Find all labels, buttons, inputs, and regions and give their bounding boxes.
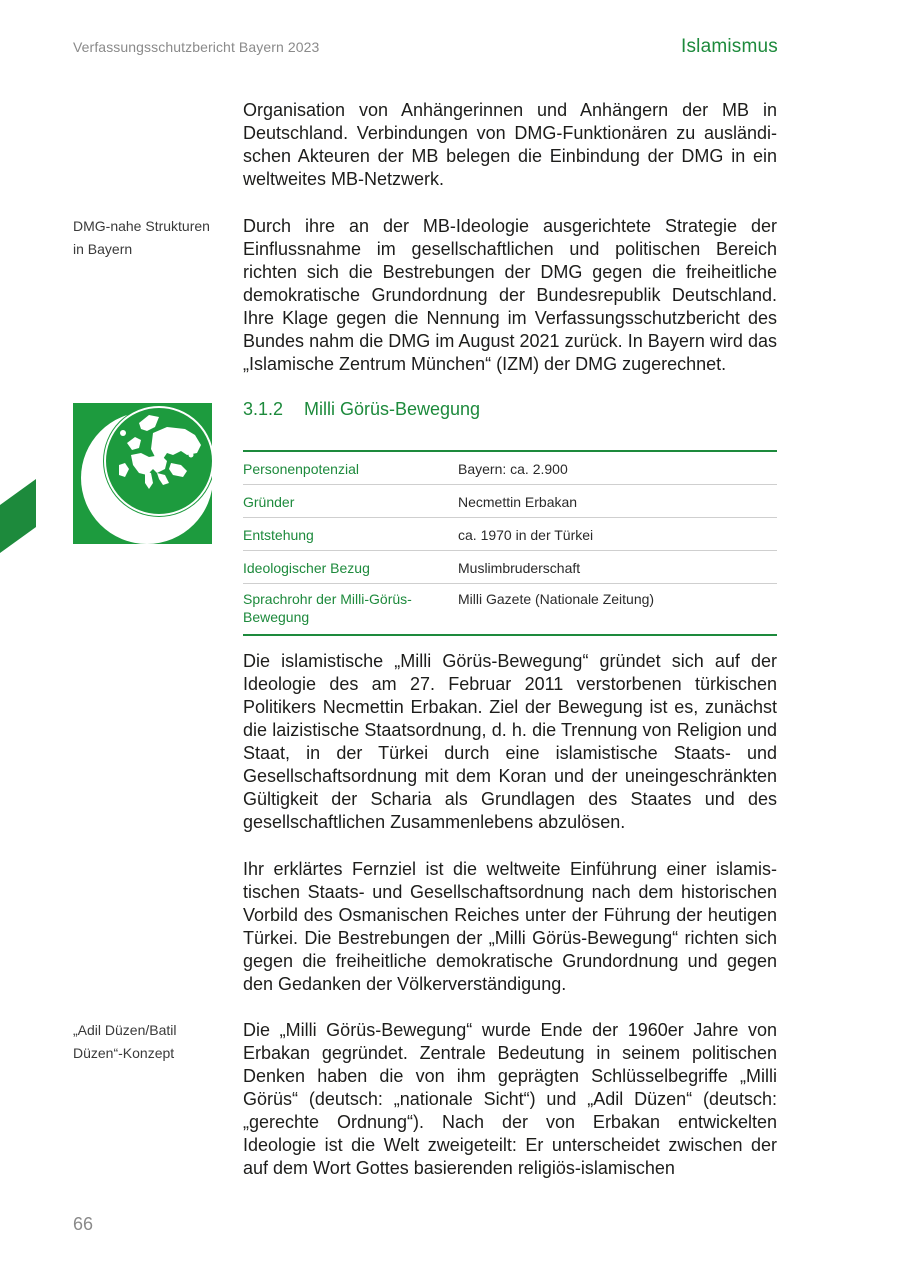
facts-row <box>243 518 777 551</box>
paragraph-founding: Die „Milli Görüs-Bewegung“ wurde Ende der 1960er Jahre von Erbakan gegründet. Zentrale Bedeutung in seinem politischen Denken haben die von ihm geprägten Schlüsselbegriffe „Milli Görüs“ (deutsch: „nationale Sicht“) und „Adil Düzen“ (deutsch: „gerechte Ordnung“). Nach der von Erbakan entwickelten Ideologie ist die Welt zweigeteilt: Er unterscheidet zwischen der auf dem Wort Gottes basierenden religiös-islamischen <box>243 1020 777 1178</box>
facts-key: Entstehung <box>243 527 314 543</box>
facts-row <box>243 452 777 485</box>
paragraph-dmg-strategy: Durch ihre an der MB-Ideologie ausgerichtete Strategie der Einflussnahme im gesellschaftlichen und politischen Bereich richten sich die Bestrebungen der DMG gegen die freiheitliche demokratische Grundordnung der Bundesrepublik Deutschland. Ihre Klage gegen die Nennung im Verfassungsschutzbericht des Bundes nahm die DMG im August 2021 zurück. In Bayern wird das „Islamische Zentrum München“ (IZM) der DMG zugerechnet. <box>243 216 777 374</box>
facts-key: Ideologischer Bezug <box>243 560 370 576</box>
running-header-publication: Verfassungsschutzbericht Bayern 2023 <box>73 39 320 55</box>
facts-value: Bayern: ca. 2.900 <box>458 461 568 477</box>
margin-note-adil-duezen: „Adil Düzen/Batil Düzen“-Konzept <box>73 1022 177 1061</box>
facts-row <box>243 551 777 584</box>
facts-value: Necmettin Erbakan <box>458 494 578 510</box>
facts-row <box>243 485 777 518</box>
section-number: 3.1.2 <box>243 399 284 419</box>
facts-key: Sprachrohr der Milli-Görüs-Bewegung <box>243 591 412 625</box>
facts-table <box>243 450 777 636</box>
facts-value: Muslimbruderschaft <box>458 560 581 576</box>
paragraph-long-term-goal: Ihr erklärtes Fernziel ist die weltweite Einführung einer islamistischen Staats- und Gesellschaftsordnung nach dem historischen Vorbild des Osmanischen Reiches unter der Führung der heutigen Türkei. Die Bestrebungen der „Milli Görüs-Bewegung“ richten sich gegen die freiheitliche demokratische Grundordnung und gegen den Gedanken der Völkerverständigung. <box>243 859 777 994</box>
milli-goerues-logo-icon <box>73 403 212 544</box>
facts-key: Gründer <box>243 494 295 510</box>
paragraph-milli-goerues-ideology: Die islamistische „Milli Görüs-Bewegung“ gründet sich auf der Ideologie des am 27. Februar 2011 verstorbenen türkischen Politikers Necmettin Erbakan. Ziel der Bewegung ist es, zunächst die laizistische Staatsordnung, d. h. die Trennung von Religion und Staat, in der Türkei durch eine islamistische Staats- und Gesellschaftsordnung mit dem Koran und der uneingeschränkten Gültigkeit der Scharia als Grundlagen des Staates und des gesellschaftlichen Zusammenlebens abzulösen. <box>243 651 777 832</box>
facts-row <box>243 584 777 634</box>
section-title: Milli Görüs-Bewegung <box>304 399 481 419</box>
chapter-tab-marker-icon <box>0 479 36 553</box>
facts-key: Personenpotenzial <box>243 461 359 477</box>
running-header-chapter: Islamismus <box>680 36 778 57</box>
facts-value: ca. 1970 in der Türkei <box>458 527 594 543</box>
paragraph-mb-organisation: Organisation von Anhängerinnen und Anhängern der MB in Deutschland. Verbindungen von DMG-Funktionären zu ausländischen Akteuren der MB belegen die Einbindung der DMG in ein weltweites MB-Netzwerk. <box>243 100 777 189</box>
margin-note-dmg-structures: DMG-nahe Strukturen in Bayern <box>73 218 210 257</box>
page-number: 66 <box>73 1214 94 1234</box>
facts-value: Milli Gazete (Nationale Zeitung) <box>458 591 655 607</box>
section-heading <box>243 399 480 420</box>
